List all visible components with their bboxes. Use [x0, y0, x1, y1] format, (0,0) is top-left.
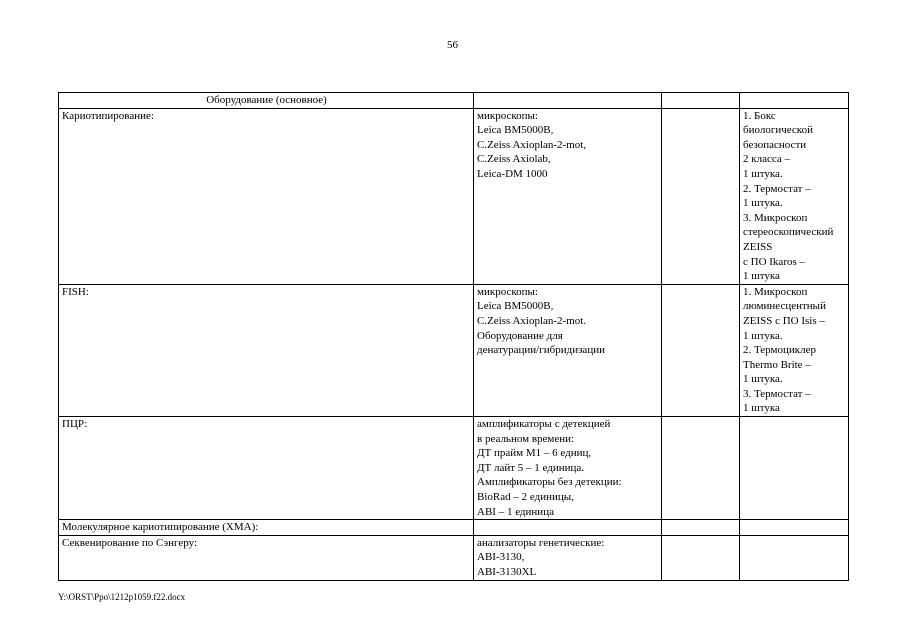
additional-equipment-line: с ПО Ikaros – [743, 255, 806, 268]
equipment-cell [474, 284, 662, 416]
equipment-cell [474, 520, 662, 536]
equipment-line: в реальном времени: [477, 432, 575, 445]
equipment-line: Leica BM5000B, [477, 124, 554, 137]
equipment-table [58, 92, 849, 581]
table-header-cell: Оборудование (основное) [59, 93, 474, 109]
category-cell: Кариотипирование: [59, 108, 474, 284]
additional-equipment-line: 3. Термостат – [743, 387, 811, 400]
equipment-line: Leica BM5000B, [477, 300, 554, 313]
additional-equipment-line: биологической [743, 124, 813, 137]
table-row [59, 284, 849, 416]
additional-equipment-line: 1 штука [743, 270, 780, 283]
additional-equipment-line: 1 штука. [743, 373, 783, 386]
category-cell: FISH: [59, 284, 474, 416]
empty-cell [662, 535, 740, 580]
equipment-line: анализаторы генетические: [477, 536, 605, 549]
table-row [59, 535, 849, 580]
table-row [59, 417, 849, 520]
equipment-line: ABI-3130XL [477, 566, 537, 578]
equipment-line: Амплификаторы без детекции: [477, 476, 622, 489]
category-cell: ПЦР: [59, 417, 474, 520]
additional-equipment-cell [740, 108, 849, 284]
additional-equipment-line: 1 штука. [743, 197, 783, 210]
footer-file-path: Y:\ORST\Ppo\1212p1059.f22.docx [58, 592, 186, 602]
additional-equipment-line: 1 штука. [743, 167, 783, 180]
table-header-row [59, 93, 849, 109]
equipment-line: микроскопы: [477, 285, 538, 298]
category-cell: Секвенирование по Сэнгеру: [59, 535, 474, 580]
empty-cell [662, 520, 740, 536]
table-row [59, 108, 849, 284]
additional-equipment-line: 1. Микроскоп [743, 285, 808, 298]
equipment-line: Leica-DM 1000 [477, 167, 548, 180]
equipment-line: амплификаторы с детекцией [477, 418, 611, 431]
equipment-line: ABI – 1 единица [477, 505, 554, 518]
additional-equipment-cell [740, 520, 849, 536]
equipment-line: C.Zeiss Axioplan-2-mot, [477, 138, 587, 151]
additional-equipment-line: ZEISS с ПО Isis – [743, 314, 825, 327]
empty-cell [662, 108, 740, 284]
empty-cell [662, 93, 740, 109]
additional-equipment-line: безопасности [743, 138, 807, 151]
empty-cell [662, 284, 740, 416]
equipment-line: ДТ прайм М1 – 6 едниц, [477, 447, 592, 460]
equipment-cell [474, 108, 662, 284]
equipment-line: C.Zeiss Axioplan-2-mot. [477, 314, 587, 327]
additional-equipment-cell [740, 535, 849, 580]
equipment-line: микроскопы: [477, 109, 538, 122]
equipment-line: денатурации/гибридизации [477, 344, 605, 357]
additional-equipment-line: Thermo Brite – [743, 358, 811, 371]
additional-equipment-line: ZEISS [743, 240, 773, 253]
page-number: 56 [447, 39, 458, 51]
additional-equipment-line: 3. Микроскоп [743, 211, 808, 224]
additional-equipment-line: стереоскопический [743, 226, 834, 239]
equipment-cell [474, 417, 662, 520]
equipment-line: C.Zeiss Axiolab, [477, 153, 551, 166]
additional-equipment-line: 1 штука. [743, 329, 783, 342]
additional-equipment-line: 2. Термостат – [743, 182, 811, 195]
additional-equipment-line: 1. Бокс [743, 109, 776, 122]
category-cell: Молекулярное кариотипирование (ХМА): [59, 520, 474, 536]
empty-cell [662, 417, 740, 520]
equipment-cell [474, 535, 662, 580]
additional-equipment-line: люминесцентный [743, 300, 826, 313]
equipment-line: BioRad – 2 единицы, [477, 491, 574, 504]
equipment-line: ABI-3130, [477, 551, 525, 564]
additional-equipment-cell [740, 417, 849, 520]
additional-equipment-line: 2 класса – [743, 153, 790, 166]
additional-equipment-line: 2. Термоциклер [743, 344, 816, 357]
empty-cell [740, 93, 849, 109]
equipment-line: Оборудование для [477, 329, 563, 342]
table-row [59, 520, 849, 536]
equipment-line: ДТ лайт 5 – 1 единица. [477, 461, 585, 474]
empty-cell [474, 93, 662, 109]
additional-equipment-line: 1 штука [743, 402, 780, 415]
additional-equipment-cell [740, 284, 849, 416]
